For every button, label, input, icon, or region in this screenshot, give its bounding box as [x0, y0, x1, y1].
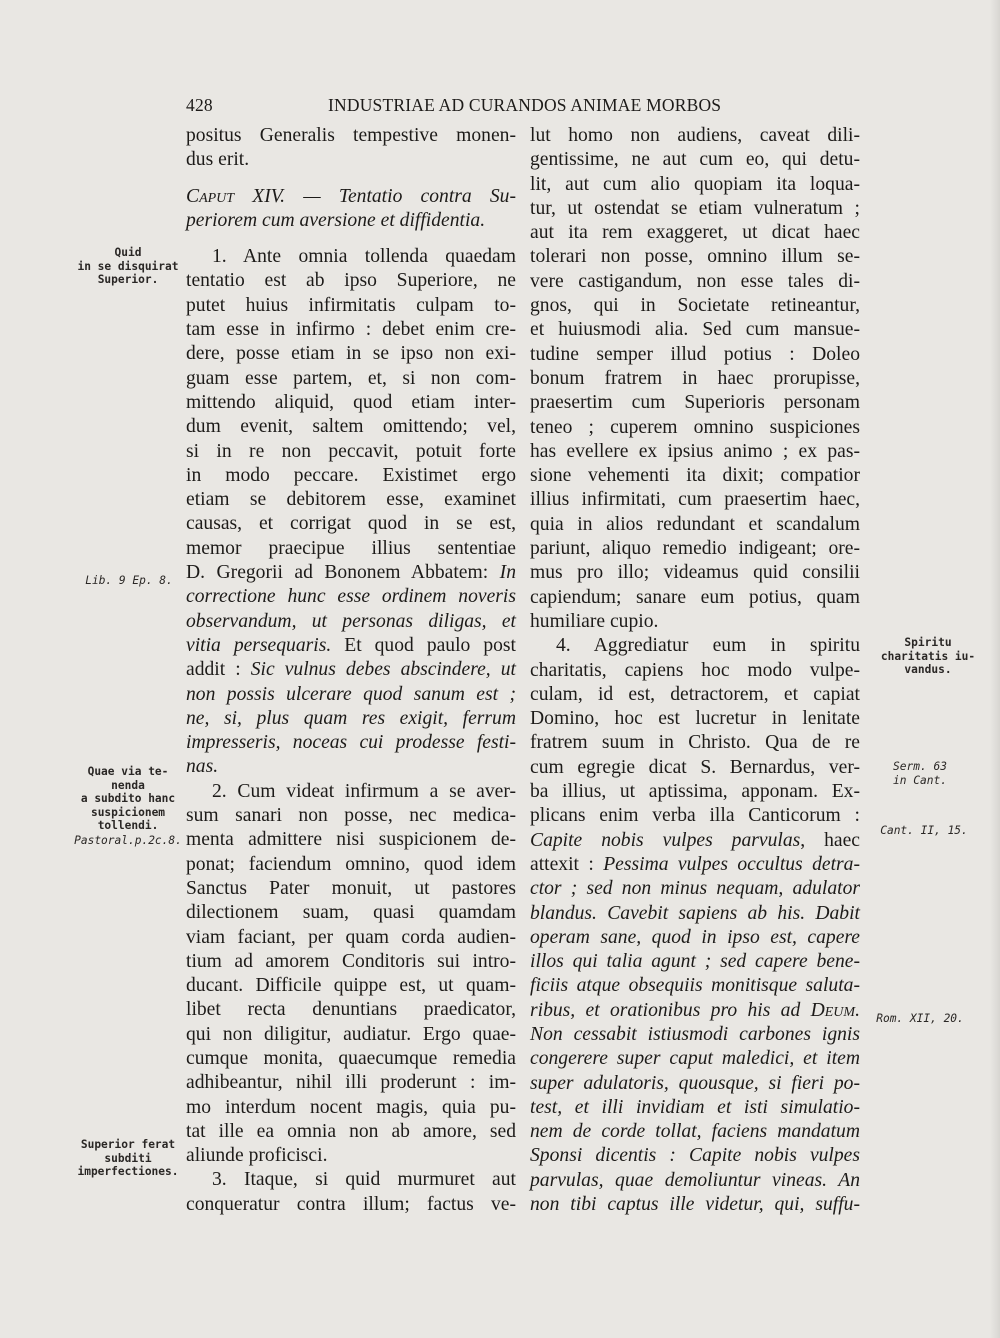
- text-line: illius infirmitati, cum praesertim haec,: [530, 489, 860, 511]
- quote-span: Sic vulnus debes abscindere, ut: [250, 659, 516, 681]
- text-line: dum evenit, saltem omittendo; vel,: [186, 416, 516, 438]
- margin-note-serm: Serm. 63 in Cant.: [893, 760, 947, 787]
- text-line: bonum fratrem in haec prorupisse,: [530, 367, 860, 389]
- quote-line: Non cessabit istiusmodi carbones ignis: [530, 1023, 860, 1045]
- running-header: [186, 95, 866, 121]
- quote-line: Sponsi dicentis : Capite nobis vulpes: [530, 1145, 860, 1167]
- text-line: et huiusmodi alia. Sed cum mansue-: [530, 319, 860, 341]
- quote-line: illos qui talia agunt ; sed capere bene-: [530, 951, 860, 973]
- text-line: tudine semper illud potius : Doleo: [530, 343, 860, 365]
- text-line: ba illius, ut aptissima, apponam. Ex-: [530, 781, 860, 803]
- text-line: tur, ut ostendat se etiam vulneratum ;: [530, 197, 860, 219]
- text-line: causas, et corrigat quod in se est,: [186, 513, 516, 535]
- quote-line: test, et illi invidiam et isti simulatio-: [530, 1096, 860, 1118]
- text-line: putet huius infirmitatis culpam to-: [186, 294, 516, 316]
- running-title: INDUSTRIAE AD CURANDOS ANIMAE MORBOS: [328, 95, 722, 115]
- text-span: D. Gregorii ad Bononem Abbatem:: [186, 562, 489, 584]
- text-line: quia in alios redundant et scandalum: [530, 513, 860, 535]
- margin-note-cant: Cant. II, 15.: [880, 824, 968, 837]
- text-line: gentissime, ne aut cum eo, qui detu-: [530, 149, 860, 171]
- text-line: menta admittere nisi suspicionem de-: [186, 829, 516, 851]
- quote-line: super adulatoris, quousque, si fieri po-: [530, 1072, 860, 1094]
- quote-line: observandum, ut personas diligas, et: [186, 610, 516, 632]
- text-line: si in re non peccavit, potuit forte: [186, 440, 516, 462]
- text-line: etiam se debitorem esse, examinet: [186, 489, 516, 511]
- text-line: dere, posse etiam in se ipso non exi-: [186, 343, 516, 365]
- text-line: cumque monita, quaecumque remedia: [186, 1047, 516, 1069]
- chapter-title-part: periorem cum aversione et diffidentia.: [186, 209, 486, 231]
- text-line: libet recta denuntians praedicator,: [186, 999, 516, 1021]
- quote-line: congerere super caput maledici, et item: [530, 1048, 860, 1070]
- text-span: addit :: [186, 659, 251, 681]
- chapter-heading: [186, 185, 516, 234]
- text-line: culam, id est, detractorem, et capiat: [530, 683, 860, 705]
- text-line: vere castigandum, non esse tales di-: [530, 270, 860, 292]
- text-line: mittendo aliquid, quod etiam inter-: [186, 391, 516, 413]
- text-line: sione vehementi ita dixit; compatior: [530, 465, 860, 487]
- text-line: lit, aut cum alio quopiam ita loqua-: [530, 173, 860, 195]
- quote-line: blandus. Cavebit sapiens ab his. Dabit: [530, 902, 860, 924]
- paragraph-3-continued: [530, 124, 860, 634]
- quote-line: ficiis atque obsequiis monitisque saluta-: [530, 975, 860, 997]
- quote-line: nem de corde tollat, faciens mandatum: [530, 1121, 860, 1143]
- text-line: adhibeantur, nihil illi proderunt : im-: [186, 1072, 516, 1094]
- text-line: gnos, qui in Societate retineantur,: [530, 295, 860, 317]
- quote-line: non possis ulcerare quod sanum est ;: [186, 683, 516, 705]
- text-line: 4. Aggrediatur eum in spiritu: [556, 635, 860, 657]
- text-line: humiliare cupio.: [530, 610, 659, 632]
- margin-note-lib: Lib. 9 Ep. 8.: [85, 574, 173, 587]
- paragraph-2: [186, 780, 516, 1169]
- quote-line: ne, si, plus quam res exigit, ferrum: [186, 707, 516, 729]
- text-line: Domino, hoc est lucretur in lenitate: [530, 708, 860, 730]
- text-line: in modo peccare. Existimet ergo: [186, 464, 516, 486]
- text-line: capiendum; sanare eum potius, quam: [530, 586, 860, 608]
- text-line: has evellere ex ipsius animo ; ex pas-: [530, 440, 860, 462]
- text-line: conqueratur contra illum; factus ve-: [186, 1193, 516, 1215]
- paragraph-3: [186, 1168, 516, 1217]
- text-line: lut homo non audiens, caveat dili-: [530, 125, 860, 146]
- text-line: ducant. Difficile quippe est, ut quam-: [186, 975, 516, 997]
- left-text-column: [186, 124, 516, 1217]
- text-line: mus pro illo; videamus quid consilii: [530, 562, 860, 584]
- quote-span: vitia persequaris.: [186, 634, 332, 656]
- quote-span: In: [499, 562, 516, 584]
- margin-note-rom: Rom. XII, 20.: [876, 1012, 964, 1025]
- text-span: attexit :: [530, 853, 604, 875]
- page-number: 428: [186, 95, 213, 115]
- text-span: Et quod paulo post: [331, 634, 516, 656]
- text-line: tentatio est ab ipso Superiore, ne: [186, 270, 516, 292]
- text-line: Sanctus Pater monuit, ut pastores: [186, 877, 516, 899]
- margin-note-quae: Quae via te- nenda a subdito hanc suspicionem tollendi.: [80, 765, 176, 833]
- chapter-number: Caput XIV.: [186, 185, 286, 207]
- quote-span: Pessima vulpes occultus detra-: [603, 853, 860, 875]
- text-line: charitatis, capiens hoc modo vulpe-: [530, 659, 860, 681]
- text-line: dus erit.: [186, 149, 250, 171]
- quote-span: Deum.: [810, 999, 860, 1021]
- text-line: 3. Itaque, si quid murmuret aut: [212, 1169, 516, 1191]
- text-line: tat ille ea omnia non ab amore, sed: [186, 1120, 516, 1142]
- quote-span: ribus, et orationibus pro his ad: [530, 999, 801, 1021]
- text-line: teneo ; cuperem omnino suspiciones: [530, 416, 860, 438]
- quote-line: ctor ; sed non minus nequam, adulator: [530, 878, 860, 900]
- text-line: tam esse in infirmo : debet enim cre-: [186, 319, 516, 341]
- text-line: aliunde proficisci.: [186, 1145, 328, 1167]
- margin-note-quid: Quid in se disquirat Superior.: [77, 246, 179, 287]
- margin-note-spiritu: Spiritu charitatis iu- vandus.: [880, 636, 976, 677]
- text-line: memor praecipue illius sententiae: [186, 537, 516, 559]
- text-line: guam esse partem, et, si non com-: [186, 367, 516, 389]
- text-line: 2. Cum videat infirmum a se aver-: [212, 780, 516, 802]
- quote-line: operam sane, quod in ipso est, capere: [530, 926, 860, 948]
- text-line: viam faciant, per quam corda audien-: [186, 926, 516, 948]
- text-line: pariunt, aliquo remedio indigeant; ore-: [530, 538, 860, 560]
- text-line: plicans enim verba illa Canticorum :: [530, 805, 860, 827]
- quote-line: impresseris, noceas cui prodesse festi-: [186, 732, 516, 754]
- quote-span: Capite nobis vulpes parvulas: [530, 829, 801, 851]
- text-line: qui non diligitur, audiatur. Ergo quae-: [186, 1023, 516, 1045]
- text-line: sum sanari non posse, nec medica-: [186, 805, 516, 827]
- text-line: aut ita rem exaggeret, ut dicat haec: [530, 222, 860, 244]
- text-line: positus Generalis tempestive monen-: [186, 125, 516, 146]
- quote-line: non tibi captus ille videtur, qui, suffu-: [530, 1194, 860, 1216]
- text-line: praesertim cum Superioris personam: [530, 392, 860, 414]
- paragraph-1: [186, 245, 516, 780]
- paragraph-4: [530, 634, 860, 1217]
- margin-note-superior: Superior ferat subditi imperfectiones.: [77, 1138, 179, 1179]
- text-line: 1. Ante omnia tollenda quaedam: [212, 246, 516, 268]
- text-line: ponat; faciendum omnino, quod idem: [186, 853, 516, 875]
- quote-line: correctione hunc esse ordinem noveris: [186, 586, 516, 608]
- text-line: fratrem suum in Christo. Qua de re: [530, 732, 860, 754]
- chapter-title-part: — Tentatio contra Su-: [285, 185, 516, 207]
- margin-note-pastoral: Pastoral.p.2c.8.: [74, 834, 182, 847]
- text-line: mo interdum nocent magis, quia pu-: [186, 1096, 516, 1118]
- quote-line: parvulas, quae demoliuntur vineas. An: [530, 1169, 860, 1191]
- quote-line: nas.: [186, 756, 219, 778]
- text-line: tolerari non posse, omnino illum se-: [530, 246, 860, 268]
- text-span: , haec: [800, 829, 861, 851]
- right-text-column: [530, 124, 860, 1217]
- text-line: dilectionem suam, quasi quamdam: [186, 902, 516, 924]
- text-line: tium ad amorem Conditoris sui intro-: [186, 950, 516, 972]
- text-line: cum egregie dicat S. Bernardus, ver-: [530, 756, 860, 778]
- page-edge-shadow: [990, 0, 1000, 1338]
